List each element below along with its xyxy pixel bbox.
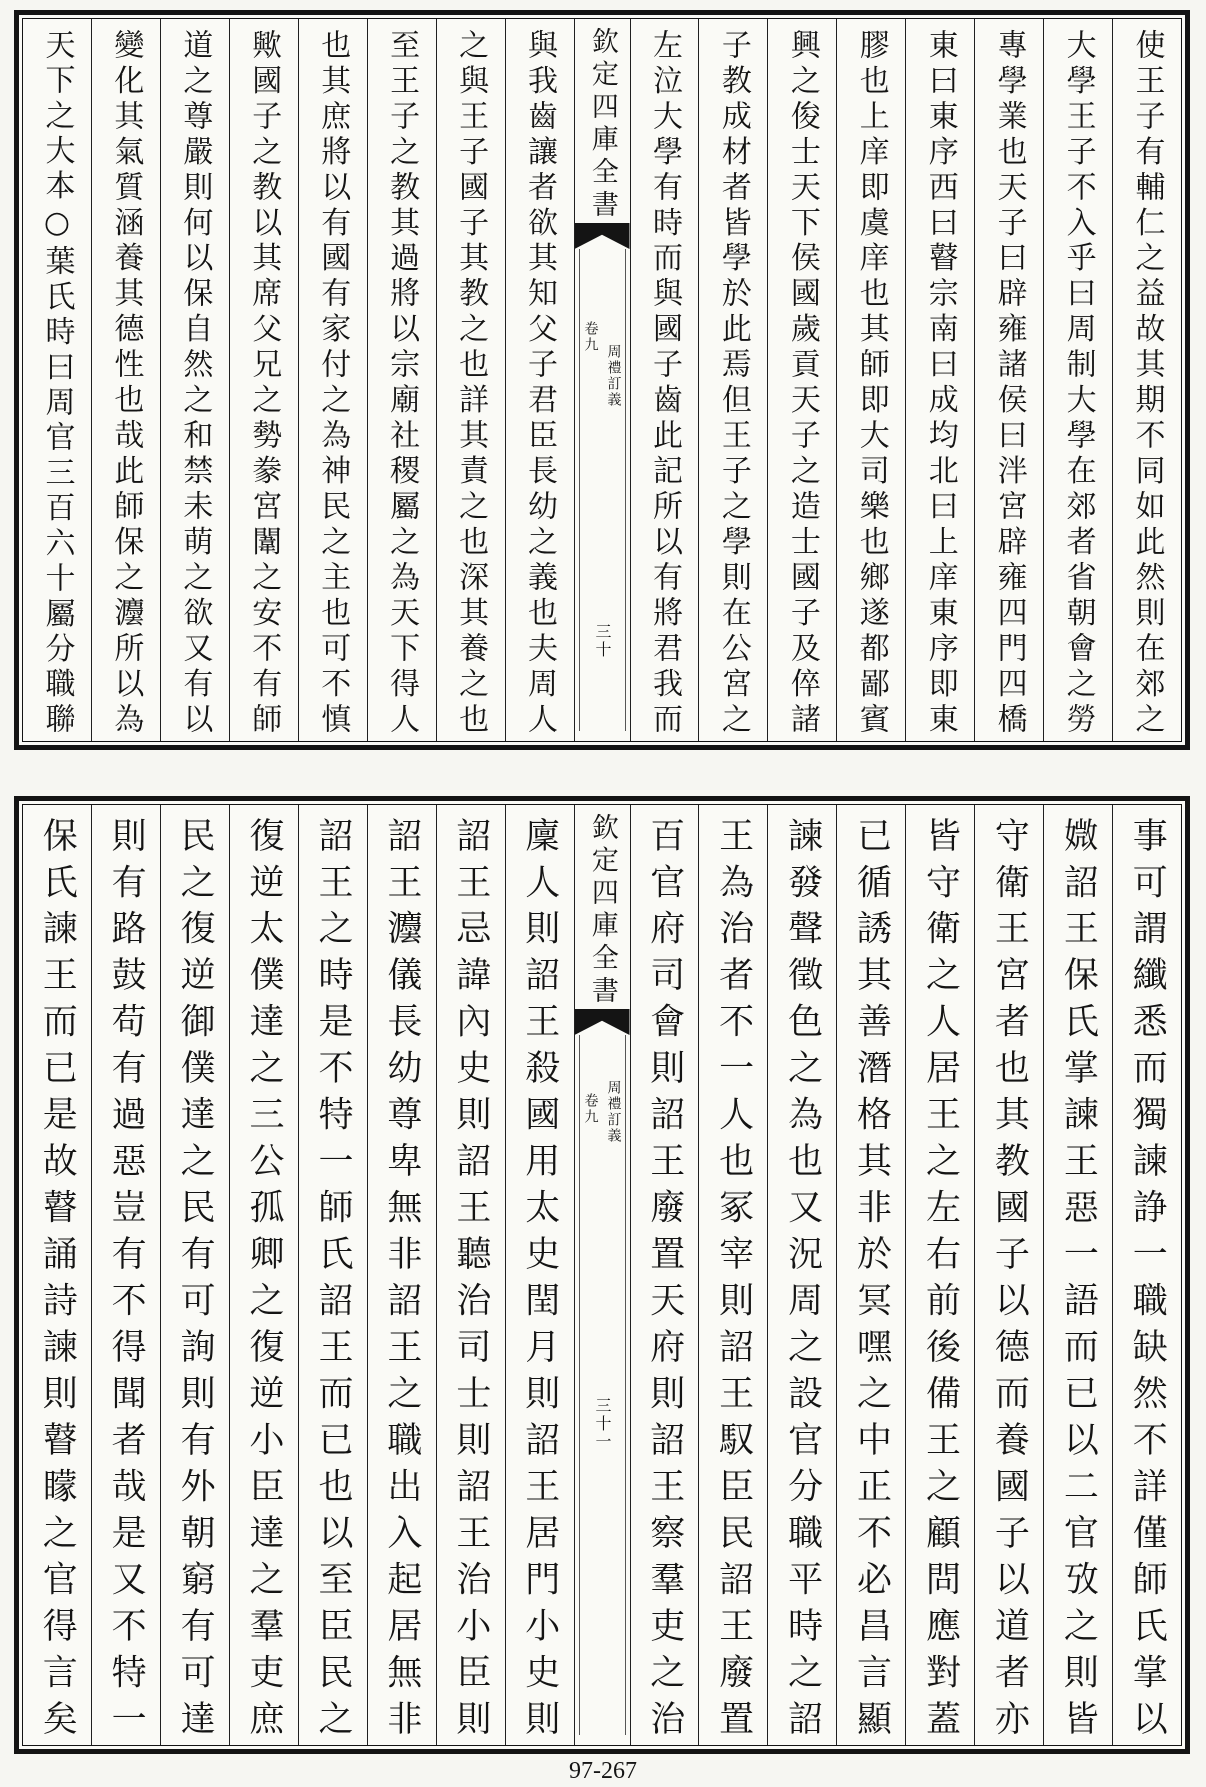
column-text: 復逆太僕達之三公孤卿之復逆小臣達之羣吏庶	[244, 817, 285, 1735]
book-title: 周禮訂義	[605, 344, 622, 408]
fishtail-mark	[575, 223, 630, 249]
column-text: 諫發聲徵色之為也又況周之設官分職平時之詔	[782, 817, 823, 1735]
center-title: 欽定四庫全書	[586, 27, 618, 217]
column-text: 大學王子不入乎曰周制大學在郊者省朝會之勞	[1060, 29, 1096, 733]
text-column	[767, 19, 836, 741]
text-column	[1112, 19, 1181, 741]
column-text: 天下之大本○葉氏時曰周官三百六十屬分職聯	[39, 29, 75, 733]
fishtail-mark	[575, 1009, 630, 1035]
text-column	[160, 805, 229, 1745]
column-text: 廩人則詔王殺國用太史閏月則詔王居門小史則	[519, 817, 560, 1735]
page-frame	[22, 804, 1182, 1746]
column-text: 民之復逆御僕達之民有可詢則有外朝窮有可達	[175, 817, 216, 1735]
text-column	[1112, 805, 1181, 1745]
column-text: 也其庶將以有國有家付之為神民之主也可不慎	[315, 29, 351, 733]
text-column	[23, 805, 91, 1745]
text-column	[160, 19, 229, 741]
text-column	[698, 19, 767, 741]
column-text: 使王子有輔仁之益故其期不同如此然則在郊之	[1129, 29, 1165, 733]
text-column	[367, 19, 436, 741]
column-text: 詔王忌諱內史則詔王聽治司士則詔王治小臣則	[450, 817, 491, 1735]
text-column	[229, 805, 298, 1745]
folio-number: 三十一	[593, 1397, 612, 1452]
text-column	[23, 19, 91, 741]
column-text: 專學業也天子曰辟雍諸侯曰泮宮辟雍四門四橋	[991, 29, 1027, 733]
column-text: 百官府司會則詔王廢置天府則詔王察羣吏之治	[644, 817, 685, 1735]
text-column	[298, 19, 367, 741]
column-text: 與我齒讓者欲其知父子君臣長幼之義也夫周人	[522, 29, 558, 733]
column-text: 守衛王宮者也其教國子以德而養國子以道者亦	[989, 817, 1030, 1735]
column-text: 子教成材者皆學於此焉但王子之學則在公宮之	[715, 29, 751, 733]
text-column	[905, 805, 974, 1745]
column-text: 皆守衛之人居王之左右前後備王之顧問應對蓋	[920, 817, 961, 1735]
text-column	[1043, 19, 1112, 741]
column-text: 則有路鼓苟有過惡豈有不得聞者哉是又不特一	[106, 817, 147, 1735]
center-title: 欽定四庫全書	[586, 813, 618, 1003]
column-text: 左泣大學有時而與國子齒此記所以有將君我而	[646, 29, 682, 733]
text-column	[630, 19, 699, 741]
column-text: 保氏諫王而已是故瞽誦詩諫則瞽矇之官得言矣	[37, 817, 78, 1735]
column-text: 已循誘其善潛格其非於冥嘿之中正不必昌言顯	[851, 817, 892, 1735]
text-column	[698, 805, 767, 1745]
column-text: 詔王之時是不特一師氏詔王而已也以至臣民之	[312, 817, 353, 1735]
column-text: 東曰東序西曰瞽宗南曰成均北曰上庠東序即東	[922, 29, 958, 733]
text-column	[229, 19, 298, 741]
text-column	[836, 19, 905, 741]
text-column	[905, 19, 974, 741]
text-column	[974, 805, 1043, 1745]
column-text: 事可謂纖悉而獨諫諍一職缺然不詳僅師氏掌以	[1127, 817, 1168, 1735]
text-column	[836, 805, 905, 1745]
book-title: 周禮訂義	[605, 1080, 622, 1144]
page-panel-upper	[14, 10, 1190, 750]
column-text: 王為治者不一人也冢宰則詔王馭臣民詔王廢置	[713, 817, 754, 1735]
column-text: 變化其氣質涵養其德性也哉此師保之灋所以為	[108, 29, 144, 733]
folio-number: 三十	[593, 622, 612, 659]
text-column	[630, 805, 699, 1745]
juan-label: 卷九	[582, 321, 599, 353]
column-text: 詔王灋儀長幼尊卑無非詔王之職出入起居無非	[381, 817, 422, 1735]
column-text: 歟國子之教以其席父兄之勢豢宮闈之安不有師	[246, 29, 282, 733]
center-column	[574, 19, 630, 741]
page-footer-number: 97-267	[569, 1758, 637, 1784]
text-column	[974, 19, 1043, 741]
text-column	[298, 805, 367, 1745]
center-body	[575, 249, 630, 741]
text-column	[436, 19, 505, 741]
column-text: 媺詔王保氏掌諫王惡一語而已以二官攷之則皆	[1058, 817, 1099, 1735]
text-column	[91, 19, 160, 741]
center-body	[575, 1035, 630, 1745]
juan-label: 卷九	[582, 1093, 599, 1125]
text-column	[1043, 805, 1112, 1745]
text-column	[91, 805, 160, 1745]
text-column	[367, 805, 436, 1745]
column-text: 興之俊士天下侯國歲貢天子之造士國子及倅諸	[784, 29, 820, 733]
column-text: 道之尊嚴則何以保自然之和禁未萌之欲又有以	[177, 29, 213, 733]
text-column	[767, 805, 836, 1745]
center-column	[574, 805, 630, 1745]
text-column	[436, 805, 505, 1745]
column-text: 膠也上庠即虞庠也其師即大司樂也鄉遂都鄙賓	[853, 29, 889, 733]
page-frame	[22, 18, 1182, 742]
page-panel-lower	[14, 796, 1190, 1754]
text-column	[505, 19, 574, 741]
column-text: 之與王子國子其教之也詳其責之也深其養之也	[453, 29, 489, 733]
column-text: 至王子之教其過將以宗廟社稷屬之為天下得人	[384, 29, 420, 733]
text-column	[505, 805, 574, 1745]
